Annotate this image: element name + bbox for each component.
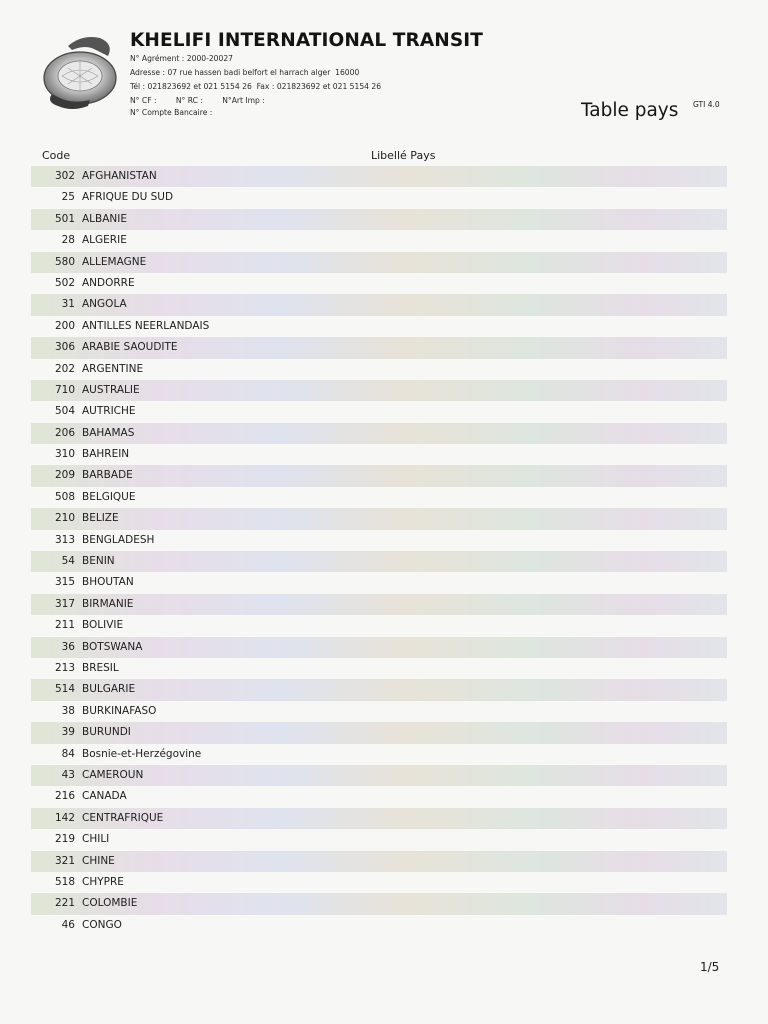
country-code: 315 [54, 576, 75, 589]
country-code: 302 [54, 170, 75, 182]
column-header-label: Libellé Pays [371, 149, 436, 162]
column-header-code: Code [42, 149, 71, 162]
table-row [31, 594, 727, 615]
country-code: 54 [61, 555, 75, 568]
country-code: 514 [54, 683, 75, 696]
table-row [31, 893, 727, 914]
table-row [31, 380, 727, 401]
country-name: BHOUTAN [82, 576, 134, 589]
company-logo [38, 30, 122, 114]
table-row [31, 337, 727, 358]
country-code: 28 [61, 234, 75, 247]
country-name: CHYPRE [82, 875, 124, 888]
country-name: CAMEROUN [82, 768, 144, 781]
country-code: 216 [54, 790, 75, 803]
country-code: 202 [54, 362, 75, 375]
table-row [31, 658, 727, 679]
country-name: BIRMANIE [82, 597, 134, 610]
country-name: BARBADE [82, 469, 133, 482]
country-code: 504 [54, 405, 75, 418]
country-table [31, 166, 727, 936]
table-row [31, 444, 727, 465]
table-row [31, 166, 727, 187]
country-name: BENGLADESH [82, 533, 155, 546]
country-code: 580 [54, 255, 75, 268]
registration-numbers: N° CF : N° RC : N°Art Imp : [130, 96, 265, 105]
country-name: ANDORRE [82, 276, 135, 289]
table-row [31, 786, 727, 807]
country-name: BAHAMAS [82, 426, 135, 439]
country-code: 36 [61, 640, 75, 653]
table-row [31, 209, 727, 230]
country-code: 508 [54, 490, 75, 503]
country-code: 213 [54, 661, 75, 674]
table-row [31, 252, 727, 273]
country-name: BOTSWANA [82, 640, 143, 653]
country-name: AUTRICHE [82, 405, 136, 418]
software-version: GTI 4.0 [693, 100, 720, 109]
country-name: BULGARIE [82, 683, 136, 696]
country-name: CHILI [82, 833, 110, 846]
country-name: BURUNDI [82, 726, 131, 739]
country-code: 306 [54, 341, 75, 354]
table-row [31, 637, 727, 658]
country-code: 501 [54, 212, 75, 225]
country-code: 39 [61, 726, 75, 739]
table-row [31, 530, 727, 551]
country-name: ALGERIE [82, 234, 127, 247]
table-row [31, 359, 727, 380]
country-code: 310 [54, 448, 75, 461]
company-contact: Tél : 021823692 et 021 5154 26 Fax : 021823692 et 021 5154 26 [130, 82, 382, 91]
table-row [31, 722, 727, 743]
table-row [31, 701, 727, 722]
country-name: ALLEMAGNE [82, 255, 147, 268]
table-row [31, 915, 727, 936]
table-row [31, 829, 727, 850]
table-row [31, 808, 727, 829]
country-code: 518 [54, 875, 75, 888]
country-code: 210 [54, 512, 75, 525]
table-row [31, 294, 727, 315]
country-name: AUSTRALIE [82, 383, 140, 396]
bank-account: N° Compte Bancaire : [130, 108, 213, 117]
country-code: 200 [54, 319, 75, 332]
table-row [31, 872, 727, 893]
country-code: 25 [61, 191, 75, 204]
table-row [31, 508, 727, 529]
table-row [31, 487, 727, 508]
country-code: 209 [54, 469, 75, 482]
country-code: 142 [54, 811, 75, 824]
table-row [31, 187, 727, 208]
table-row [31, 423, 727, 444]
country-code: 211 [54, 619, 75, 632]
country-code: 84 [61, 747, 75, 760]
country-name: BELGIQUE [82, 490, 136, 503]
country-name: BELIZE [82, 512, 119, 525]
country-code: 317 [54, 597, 75, 610]
country-name: Bosnie-et-Herzégovine [82, 747, 202, 760]
country-code: 31 [61, 298, 75, 311]
company-address: Adresse : 07 rue hassen badi belfort el harrach alger 16000 [130, 68, 360, 77]
country-code: 502 [54, 276, 75, 289]
country-code: 313 [54, 533, 75, 546]
table-row [31, 572, 727, 593]
table-row [31, 465, 727, 486]
country-name: CANADA [82, 790, 127, 803]
table-row [31, 273, 727, 294]
country-code: 219 [54, 833, 75, 846]
agrement-number: N° Agrément : 2000-20027 [130, 54, 234, 63]
table-row [31, 551, 727, 572]
document-title: Table pays [581, 100, 679, 121]
table-row [31, 744, 727, 765]
country-code: 46 [61, 918, 75, 931]
country-name: CONGO [82, 918, 122, 931]
table-row [31, 615, 727, 636]
country-name: CENTRAFRIQUE [82, 811, 164, 824]
country-code: 206 [54, 426, 75, 439]
country-name: ARABIE SAOUDITE [82, 341, 178, 354]
country-code: 321 [54, 854, 75, 867]
country-name: ANTILLES NEERLANDAIS [82, 319, 210, 332]
table-row [31, 316, 727, 337]
country-code: 38 [61, 704, 75, 717]
country-name: AFGHANISTAN [82, 170, 157, 182]
country-code: 43 [61, 768, 75, 781]
country-name: AFRIQUE DU SUD [82, 191, 174, 204]
country-name: BOLIVIE [82, 619, 124, 632]
country-name: BENIN [82, 555, 115, 568]
table-row [31, 679, 727, 700]
country-name: ALBANIE [82, 212, 128, 225]
country-name: ARGENTINE [82, 362, 144, 375]
page-number: 1/5 [700, 960, 720, 974]
country-name: ANGOLA [82, 298, 127, 311]
table-row [31, 230, 727, 251]
country-name: COLOMBIE [82, 897, 138, 910]
country-code: 710 [54, 383, 75, 396]
country-name: BRESIL [82, 661, 119, 674]
table-row [31, 401, 727, 422]
table-row [31, 851, 727, 872]
country-name: CHINE [82, 854, 115, 867]
country-name: BURKINAFASO [82, 704, 157, 717]
table-row [31, 765, 727, 786]
country-code: 221 [54, 897, 75, 910]
company-name: KHELIFI INTERNATIONAL TRANSIT [130, 30, 483, 51]
country-name: BAHREIN [82, 448, 130, 461]
